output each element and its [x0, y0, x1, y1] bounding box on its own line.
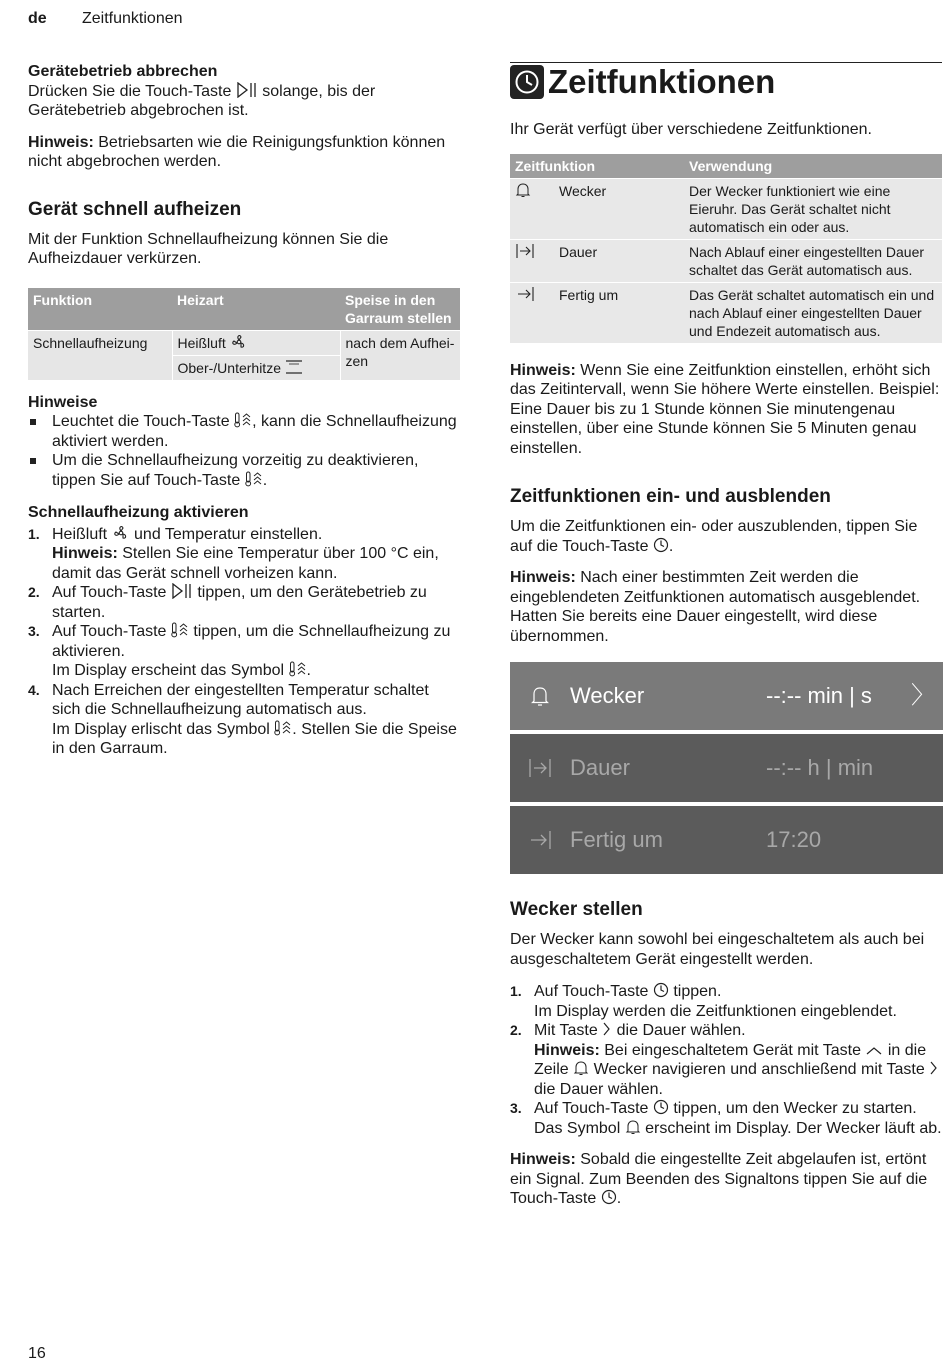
abort-text	[28, 82, 460, 121]
step-number: 4.	[28, 681, 40, 698]
cell-function	[510, 282, 684, 343]
bell-icon	[625, 1119, 641, 1135]
cell-function	[510, 239, 684, 282]
show-hide-text	[510, 517, 942, 556]
function-name: Fertig um	[559, 286, 619, 303]
abort-text-part: Drücken Sie die Touch-Taste	[28, 82, 232, 100]
hint-text: .	[262, 471, 268, 489]
cell-funktion: Schnellaufheizung	[28, 330, 172, 380]
display-panel	[510, 662, 943, 874]
hint-text: Betriebsarten wie die Reinigungsfunktion können nicht abgebrochen werden.	[28, 133, 446, 170]
heat-type-hot-air: Heißluft	[177, 334, 226, 351]
display-value: --:-- h | min	[766, 755, 874, 781]
start-stop-icon	[236, 82, 258, 98]
display-row-fertig-um[interactable]	[510, 806, 943, 874]
col-header-funktion: Funktion	[28, 288, 172, 331]
hint-text: in die Zeile	[534, 1041, 927, 1078]
clock-icon	[653, 982, 669, 998]
hint-label: Hinweis:	[534, 1041, 600, 1059]
hint-text: die Dauer wählen.	[534, 1080, 663, 1098]
step-text: Nach Erreichen der eingestellten Temperatur schaltet sich die Schnellaufheizung automatisch aus.	[52, 681, 429, 718]
clock-icon	[510, 65, 544, 99]
step-number: 1.	[510, 983, 522, 999]
quick-heat-icon	[234, 412, 252, 428]
step-item	[510, 982, 942, 1021]
activate-title: Schnellaufheizung aktivieren	[28, 504, 249, 521]
language-code: de	[28, 10, 47, 27]
hint-item	[28, 451, 460, 490]
col-header-zeitfunktion: Zeitfunktion	[510, 154, 684, 179]
step-text: . Stellen Sie die Speise in den Garraum.	[52, 720, 457, 757]
duration-icon	[515, 243, 559, 259]
step-text: tippen, um den Gerätebetrieb zu starten.	[52, 584, 427, 621]
start-stop-icon	[171, 583, 193, 599]
col-header-heizart: Heizart	[172, 288, 340, 331]
abort-text-part: solange, bis der Gerätebetrieb abgebrochen ist.	[28, 82, 376, 119]
step-number: 2.	[28, 584, 40, 600]
cell-use: Nach Ablauf einer eingestellten Dauer schaltet das Gerät automatisch aus.	[684, 239, 942, 282]
hint-label: Hinweis:	[52, 545, 118, 562]
step-item	[28, 622, 460, 681]
hint-label: Hinweis:	[28, 133, 94, 151]
intro-text: Ihr Gerät verfügt über verschiedene Zeitfunktionen.	[510, 121, 872, 138]
hint-text: Nach einer bestimmten Zeit werden die eingeblendeten Zeitfunktionen automatisch ausgeblendet. Hatten Sie bereits eine Dauer eingestellt, wird diese übernommen.	[510, 569, 921, 645]
hint-text: .	[616, 1190, 622, 1207]
cell-function	[510, 178, 684, 239]
clock-icon	[653, 537, 669, 553]
cell-heizart-2	[172, 355, 340, 380]
fan-icon	[230, 334, 248, 350]
step-text: die Dauer wählen.	[616, 1022, 746, 1039]
body-text: .	[668, 537, 674, 555]
clock-icon	[601, 1189, 617, 1205]
hint-label: Hinweis:	[510, 569, 576, 586]
left-column	[28, 62, 460, 759]
quick-heat-icon	[171, 622, 189, 638]
abort-title: Gerätebetrieb abbrechen	[28, 63, 218, 80]
hint-interval	[510, 361, 942, 459]
body-text: Um die Zeitfunktionen ein- oder auszublenden, tippen Sie auf die Touch-Taste	[510, 518, 918, 555]
quick-heat-table	[28, 288, 460, 380]
clock-icon	[653, 1099, 669, 1115]
display-row-wecker[interactable]	[510, 662, 943, 730]
function-name: Dauer	[559, 243, 598, 260]
step-text: .	[306, 662, 311, 679]
fan-icon	[112, 525, 130, 541]
step-text: Auf Touch-Taste	[52, 623, 167, 640]
step-text: Heißluft	[52, 525, 108, 543]
top-bottom-heat-icon	[285, 359, 303, 375]
end-time-icon	[515, 286, 559, 302]
step-text: Im Display erscheint das Symbol	[52, 662, 285, 679]
hint-label: Hinweis:	[510, 361, 576, 379]
hint-text: Sobald die eingestellte Zeit abgelaufen ist, ertönt ein Signal. Zum Beenden des Signaltons tippen Sie auf die Touch-Taste	[510, 1151, 928, 1207]
col-header-verwendung: Verwendung	[684, 154, 942, 179]
cell-heizart-1	[172, 330, 340, 355]
chevron-right-icon[interactable]: 〉	[911, 682, 935, 710]
chevron-right-icon	[929, 1060, 939, 1076]
alarm-title: Wecker stellen	[510, 899, 643, 920]
hint-text: Stellen Sie eine Temperatur über 100 °C ein, damit das Gerät schnell vorheizen kann.	[52, 545, 439, 582]
hint-item	[28, 412, 460, 451]
chevron-up-icon	[865, 1045, 883, 1057]
table-row	[510, 282, 942, 343]
hint-text: Um die Schnellaufheizung vorzeitig zu deaktivieren, tippen Sie auf Touch-Taste	[52, 452, 419, 489]
step-text: Auf Touch-Taste	[534, 983, 649, 1000]
display-value: --:-- min | s	[766, 683, 872, 709]
duration-icon	[510, 757, 570, 779]
hint-signal	[510, 1150, 942, 1209]
time-function-table	[510, 154, 942, 343]
step-number: 1.	[28, 525, 40, 542]
cell-speise: nach dem Aufhei-zen	[340, 330, 460, 380]
step-number: 3.	[28, 623, 40, 639]
step-text: Auf Touch-Taste	[52, 584, 167, 601]
hints-list	[28, 412, 460, 490]
abort-hint	[28, 133, 460, 172]
step-number: 3.	[510, 1100, 522, 1116]
step-item	[510, 1021, 942, 1099]
table-row	[510, 178, 942, 239]
section-title-block	[510, 62, 942, 101]
step-item	[28, 525, 460, 584]
hint-text: Leuchtet die Touch-Taste	[52, 413, 230, 430]
step-text: Im Display erlischt das Symbol	[52, 720, 270, 738]
step-text: Im Display werden die Zeitfunktionen eingeblendet.	[534, 1002, 897, 1020]
display-label: Wecker	[570, 683, 645, 709]
hint-text: Bei eingeschaltetem Gerät mit Taste	[604, 1041, 861, 1059]
bell-icon	[515, 182, 559, 198]
cell-use: Der Wecker funktioniert wie eine Eieruhr. Das Gerät schaltet nicht automatisch ein oder aus.	[684, 178, 942, 239]
step-text: tippen, um die Schnellaufheizung zu aktivieren.	[52, 623, 451, 660]
step-text: Auf Touch-Taste	[534, 1100, 649, 1117]
alarm-intro: Der Wecker kann sowohl bei eingeschaltetem als auch bei ausgeschaltetem Gerät eingestellt werden.	[510, 931, 925, 968]
step-item	[510, 1099, 942, 1138]
bell-icon	[510, 685, 570, 707]
step-text: und Temperatur einstellen.	[134, 525, 323, 543]
hint-text: Wenn Sie eine Zeitfunktion einstellen, erhöht sich das Zeitintervall, wenn Sie höhere Werte einstellen. Beispiel: Eine Dauer bis zu 1 Stunde können Sie minutengenau einstellen, über eine Stunde können Sie 5 Minuten genau einstellen.	[510, 361, 940, 457]
step-item	[28, 681, 460, 759]
col-header-speise: Speise in den Garraum stellen	[340, 288, 460, 331]
step-item	[28, 583, 460, 622]
show-hide-title: Zeitfunktionen ein- und ausblenden	[510, 486, 831, 507]
hint-text: Wecker navigieren und anschließend mit Taste	[593, 1061, 925, 1078]
page-number: 16	[28, 1345, 46, 1362]
chevron-right-icon	[602, 1021, 612, 1037]
table-row	[510, 239, 942, 282]
display-row-dauer[interactable]	[510, 734, 943, 802]
function-name: Wecker	[559, 182, 607, 199]
quick-heat-icon	[245, 471, 263, 487]
activate-steps	[28, 525, 460, 759]
step-number: 2.	[510, 1022, 522, 1038]
bell-icon	[573, 1060, 589, 1076]
heat-type-top-bottom: Ober-/Unterhitze	[177, 359, 281, 376]
heat-title: Gerät schnell aufheizen	[28, 198, 242, 220]
hint-auto-hide	[510, 568, 942, 646]
header-section-title: Zeitfunktionen	[82, 10, 183, 27]
hint-text: , kann die Schnellaufheizung aktiviert werden.	[52, 413, 457, 450]
section-title: Zeitfunktionen	[548, 63, 776, 100]
quick-heat-icon	[274, 720, 292, 736]
alarm-steps	[510, 982, 942, 1138]
step-text: Mit Taste	[534, 1022, 598, 1039]
heat-intro: Mit der Funktion Schnellaufheizung können Sie die Aufheizdauer verkürzen.	[28, 230, 389, 267]
cell-use: Das Gerät schaltet automatisch ein und nach Ablauf einer eingestellten Dauer und Endezeit automatisch aus.	[684, 282, 942, 343]
hint-label: Hinweis:	[510, 1151, 576, 1168]
display-label: Fertig um	[570, 827, 663, 853]
step-text: tippen.	[673, 983, 722, 1000]
step-text: Das Symbol	[534, 1119, 621, 1137]
right-column	[510, 62, 942, 1209]
display-label: Dauer	[570, 755, 630, 781]
display-value: 17:20	[766, 827, 822, 853]
step-text: erscheint im Display. Der Wecker läuft ab.	[645, 1119, 942, 1137]
hints-title: Hinweise	[28, 393, 98, 411]
quick-heat-icon	[289, 661, 307, 677]
end-time-icon	[510, 829, 570, 851]
step-text: tippen, um den Wecker zu starten.	[673, 1100, 917, 1117]
